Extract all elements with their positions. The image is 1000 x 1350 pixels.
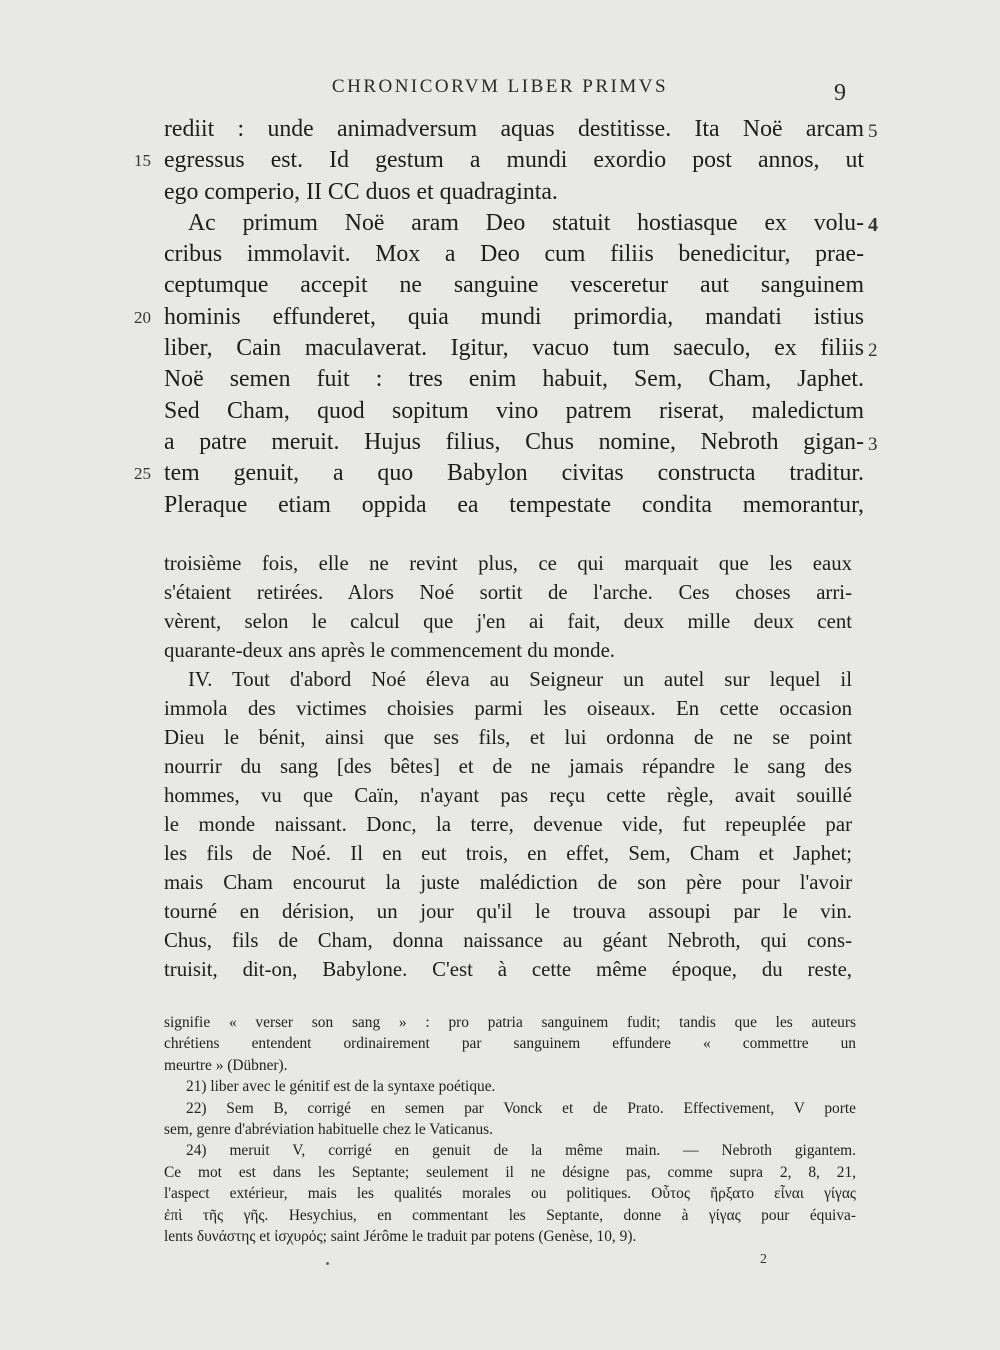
footnote-line: 22) Sem B, corrigé en semen par Vonck et de Prato. Effectivement, V porte bbox=[186, 1099, 856, 1117]
french-line: quarante-deux ans après le commencement du monde. bbox=[164, 639, 616, 662]
french-line: truisit, dit-on, Babylone. C'est à cette même époque, du reste, bbox=[164, 958, 852, 981]
latin-line: rediit : unde animadversum aquas destitisse. Ita Noë arcam 5 bbox=[164, 114, 864, 145]
latin-text-block bbox=[134, 114, 878, 521]
french-line: le monde naissant. Donc, la terre, devenue vide, fut repeuplée par bbox=[164, 813, 852, 836]
latin-line: Pleraque etiam oppida ea tempestate condita memorantur, bbox=[164, 491, 864, 518]
latin-line: 20 hominis effunderet, quia mundi primordia, mandati istius bbox=[164, 302, 864, 333]
chapter-number-right: 2 bbox=[868, 340, 878, 362]
french-translation-block bbox=[164, 549, 852, 984]
footnote-line: 21) liber avec le génitif est de la syntaxe poétique. bbox=[186, 1078, 496, 1096]
french-line: Chus, fils de Cham, donna naissance au géant Nebroth, qui cons- bbox=[164, 929, 852, 952]
latin-line: ego comperio, II CC duos et quadraginta. bbox=[164, 178, 558, 205]
footnote-line: ἐπὶ τῆς γῆς. Hesychius, en commentant les Septante, donne à γίγας pour équiva- bbox=[164, 1206, 856, 1224]
chapter-number-right: 4 bbox=[868, 213, 878, 236]
line-number-left: 15 bbox=[134, 151, 151, 171]
latin-line: ceptumque accepit ne sanguine vesceretur aut sanguinem bbox=[164, 272, 864, 299]
footnote-line: sem, genre d'abréviation habituelle chez le Vaticanus. bbox=[164, 1120, 493, 1138]
latin-line: 25 tem genuit, a quo Babylon civitas constructa traditur. bbox=[164, 458, 864, 489]
latin-line: Sed Cham, quod sopitum vino patrem riserat, maledictum bbox=[164, 397, 864, 424]
latin-line: a patre meruit. Hujus filius, Chus nomine, Nebroth gigan- 3 bbox=[164, 427, 864, 458]
latin-line: Noë semen fuit : tres enim habuit, Sem, Cham, Japhet. bbox=[164, 366, 864, 393]
french-line: Dieu le bénit, ainsi que ses fils, et lui ordonna de ne se point bbox=[164, 726, 852, 749]
page-number: 9 bbox=[834, 80, 846, 106]
french-line: vèrent, selon le calcul que j'en ai fait, deux mille deux cent bbox=[164, 610, 852, 633]
footnote-line: l'aspect extérieur, mais les qualités morales ou politiques. Οὗτος ἤρξατο εἶναι γίγας bbox=[164, 1185, 856, 1203]
line-number-left: 25 bbox=[134, 464, 151, 484]
french-line: IV. Tout d'abord Noé éleva au Seigneur un autel sur lequel il bbox=[188, 668, 852, 691]
chapter-number-right: 5 bbox=[868, 121, 878, 142]
line-number-left: 20 bbox=[134, 307, 151, 327]
french-line: s'étaient retirées. Alors Noé sortit de l'arche. Ces choses arri- bbox=[164, 581, 852, 604]
latin-line: cribus immolavit. Mox a Deo cum filiis benedicitur, prae- bbox=[164, 241, 864, 268]
signature-mark: 2 bbox=[760, 1252, 767, 1267]
running-head-title: CHRONICORVM LIBER PRIMVS bbox=[331, 76, 669, 97]
chapter-number-right: 3 bbox=[868, 433, 878, 455]
footnote-line: lents δυνάστης et ἰσχυρός; saint Jérôme le traduit par potens (Genèse, 10, 9). bbox=[164, 1227, 637, 1245]
print-speck bbox=[326, 1262, 329, 1265]
latin-line: Ac primum Noë aram Deo statuit hostiasque ex volu- 4 bbox=[164, 208, 864, 239]
french-line: troisième fois, elle ne revint plus, ce qui marquait que les eaux bbox=[164, 552, 852, 575]
french-line: nourrir du sang [des bêtes] et de ne jamais répandre le sang des bbox=[164, 755, 852, 778]
footnote-line: signifie « verser son sang » : pro patria sanguinem fudit; tandis que les auteurs bbox=[164, 1014, 856, 1031]
footnote-line: 24) meruit V, corrigé en genuit de la même main. — Nebroth gigantem. bbox=[186, 1142, 856, 1160]
french-line: tourné en dérision, un jour qu'il le trouva assoupi par le vin. bbox=[164, 900, 852, 923]
french-line: immola des victimes choisies parmi les oiseaux. En cette occasion bbox=[164, 697, 852, 720]
footnote-line: Ce mot est dans les Septante; seulement il ne désigne pas, comme supra 2, 8, 21, bbox=[164, 1163, 856, 1181]
latin-line: 15 egressus est. Id gestum a mundi exordio post annos, ut bbox=[164, 145, 864, 176]
french-line: hommes, vu que Caïn, n'ayant pas reçu cette règle, avait souillé bbox=[164, 784, 852, 807]
french-line: mais Cham encourut la juste malédiction de son père pour l'avoir bbox=[164, 871, 852, 894]
footnote-line: chrétiens entendent ordinairement par sanguinem effundere « commettre un bbox=[164, 1035, 856, 1053]
french-line: les fils de Noé. Il en eut trois, en effet, Sem, Cham et Japhet; bbox=[164, 842, 852, 865]
latin-line: liber, Cain maculaverat. Igitur, vacuo tum saeculo, ex filiis 2 bbox=[164, 333, 864, 364]
footnotes-block bbox=[164, 1012, 856, 1247]
footnote-line: meurtre » (Dübner). bbox=[164, 1056, 288, 1074]
